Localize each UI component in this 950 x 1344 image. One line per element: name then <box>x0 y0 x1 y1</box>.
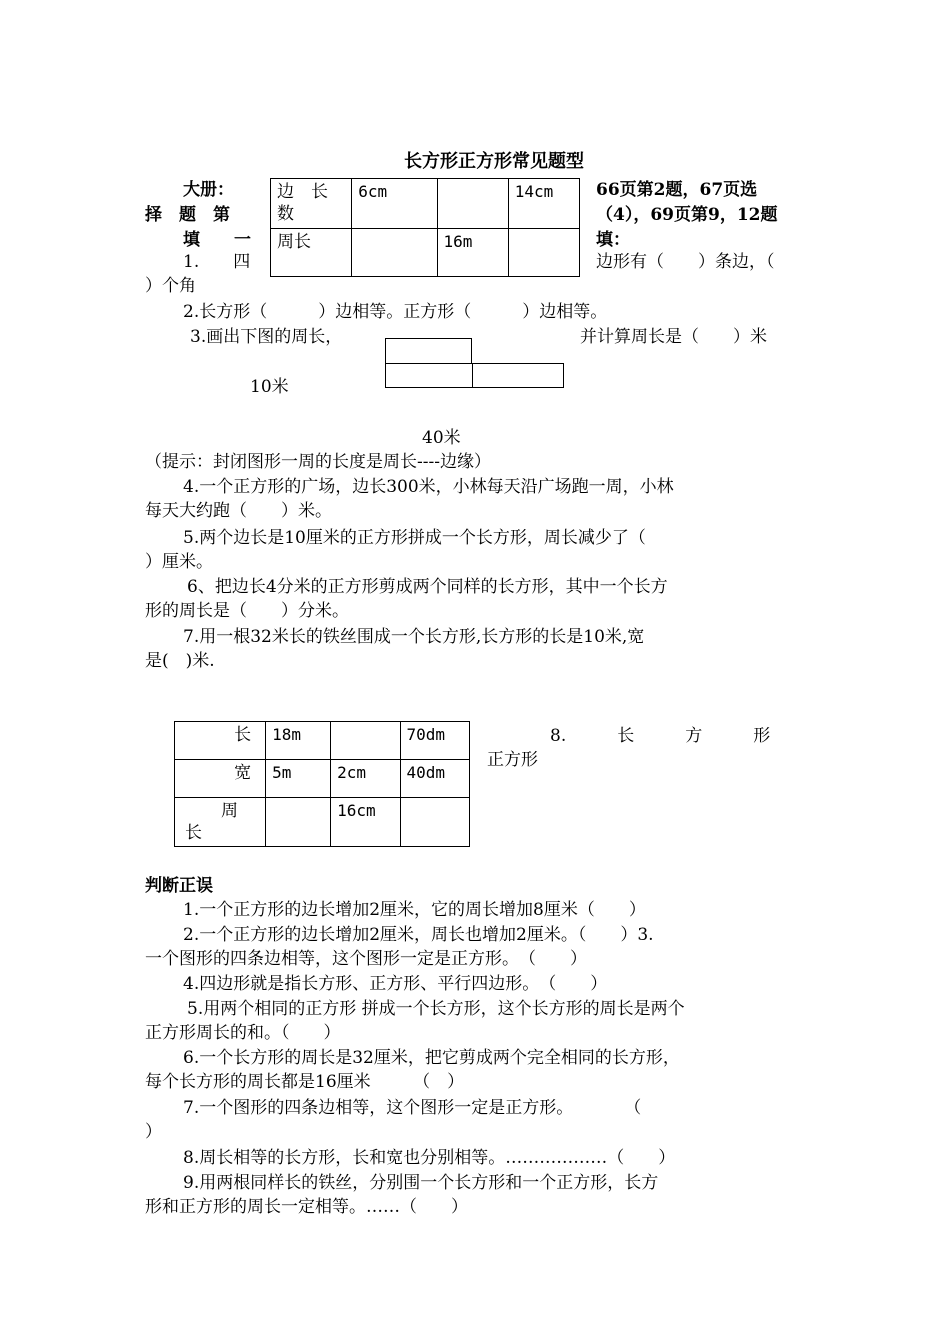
q7-line-1: 7.用一根32米长的铁丝围成一个长方形,长方形的长是10米,宽 <box>183 627 645 647</box>
q1-end: ）个角 <box>145 276 196 296</box>
table2-cell: 40dm <box>400 760 469 798</box>
table2-cell <box>266 798 331 847</box>
judge-item-5-line-1: 5.用两个相同的正方形 拼成一个长方形，这个长方形的周长是两个 <box>187 999 685 1019</box>
table2-cell: 周 长 <box>175 798 266 847</box>
header-left-line-3: 填 一 <box>183 230 251 250</box>
table1-cell <box>437 179 508 229</box>
table2-cell: 18m <box>266 722 331 760</box>
table1-cell: 16m <box>437 229 508 277</box>
table2-cell: 长 <box>175 722 266 760</box>
q8-line-1: 8. 长 方 形 <box>550 726 771 746</box>
page-title: 长方形正方形常见题型 <box>404 151 584 172</box>
table2-cell: 70dm <box>400 722 469 760</box>
q8-line-2: 正方形 <box>487 750 538 770</box>
judge-item-8: 8.周长相等的长方形，长和宽也分别相等。………………（ ） <box>183 1148 676 1168</box>
judge-item-3: 一个图形的四条边相等，这个图形一定是正方形。 （ ） <box>145 949 587 969</box>
q5-line-1: 5.两个边长是10厘米的正方形拼成一个长方形，周长减少了（ <box>183 528 646 548</box>
table1-cell: 边 长 数 <box>271 179 352 229</box>
side-perimeter-table <box>270 178 580 277</box>
q1-start: 1. 四 <box>183 252 251 272</box>
table2-cell: 宽 <box>175 760 266 798</box>
table2-cell <box>400 798 469 847</box>
judge-item-4: 4.四边形就是指长方形、正方形、平行四边形。 （ ） <box>183 974 608 994</box>
header-left-line-1: 大册： <box>183 180 234 200</box>
judge-item-6-line-1: 6.一个长方形的周长是32厘米，把它剪成两个完全相同的长方形， <box>183 1048 680 1068</box>
q7-line-2: 是( )米. <box>145 651 215 671</box>
figure-bottom-right-rectangle <box>472 363 564 388</box>
table1-cell: 14cm <box>508 179 579 229</box>
table1-cell <box>508 229 579 277</box>
judge-item-7-line-2: ） <box>145 1122 162 1142</box>
header-right-line-3: 填： <box>596 230 630 250</box>
q3-end: 并计算周长是（ ）米 <box>580 327 767 347</box>
figure-label-10m: 10米 <box>250 377 289 397</box>
figure-top-rectangle <box>385 338 472 364</box>
q4-line-1: 4.一个正方形的广场，边长300米，小林每天沿广场跑一周，小林 <box>183 477 674 497</box>
length-width-perimeter-table <box>174 721 470 847</box>
q1-middle: 边形有（ ）条边，（ <box>596 252 775 272</box>
figure-bottom-left-rectangle <box>385 363 473 388</box>
table1-cell: 周长 <box>271 229 352 277</box>
judge-item-7-line-1: 7.一个图形的四条边相等，这个图形一定是正方形。 （ <box>183 1098 642 1118</box>
judge-heading: 判断正误 <box>145 876 213 896</box>
judge-item-5-line-2: 正方形周长的和。（ ） <box>145 1023 341 1043</box>
judge-item-9-line-1: 9.用两根同样长的铁丝，分别围一个长方形和一个正方形，长方 <box>183 1173 659 1193</box>
q5-line-2: ）厘米。 <box>145 552 213 572</box>
q2: 2.长方形（ ）边相等。正方形（ ）边相等。 <box>183 302 608 322</box>
header-left-line-2: 择 题 第 <box>145 205 230 225</box>
table2-cell: 16cm <box>331 798 400 847</box>
header-right-line-1: 66页第2题，67页选 <box>596 180 758 200</box>
judge-item-1: 1.一个正方形的边长增加2厘米，它的周长增加8厘米（ ） <box>183 900 646 920</box>
judge-item-2: 2.一个正方形的边长增加2厘米，周长也增加2厘米。（ ）3. <box>183 925 654 945</box>
q6-line-1: 6、把边长4分米的正方形剪成两个同样的长方形，其中一个长方 <box>187 577 668 597</box>
table1-cell: 6cm <box>352 179 437 229</box>
figure-label-40m: 40米 <box>422 428 461 448</box>
header-right-line-2: （4），69页第9，12题 <box>596 205 778 225</box>
table1-cell <box>352 229 437 277</box>
q6-line-2: 形的周长是（ ）分米。 <box>145 601 349 621</box>
table2-cell <box>331 722 400 760</box>
table2-cell: 5m <box>266 760 331 798</box>
judge-item-6-line-2: 每个长方形的周长都是16厘米 （ ） <box>145 1072 465 1092</box>
hint: （提示：封闭图形一周的长度是周长----边缘） <box>145 452 491 472</box>
q3-start: 3.画出下图的周长， <box>190 327 343 347</box>
q4-line-2: 每天大约跑（ ）米。 <box>145 501 332 521</box>
table2-cell: 2cm <box>331 760 400 798</box>
judge-item-9-line-2: 形和正方形的周长一定相等。……（ ） <box>145 1197 468 1217</box>
